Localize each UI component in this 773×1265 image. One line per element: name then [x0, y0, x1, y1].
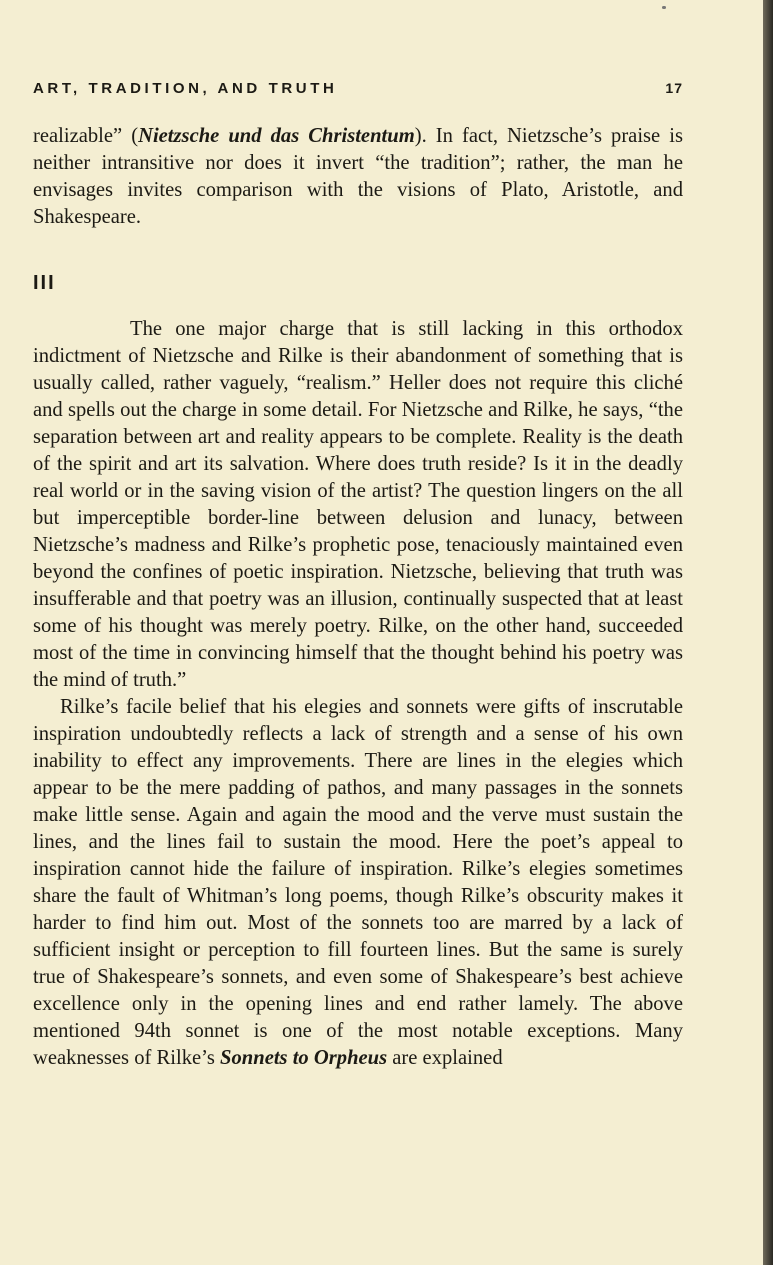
paragraph-text: are explained	[387, 1047, 503, 1069]
paragraph-text: ). In fact, Nietzsche’s praise is neither intransitive nor does it invert “the tradition”; rather, the man he envisages invites comparison with the visions of Plato, Aristotle, and Shakespeare.	[33, 125, 683, 228]
paragraph-rilke	[33, 694, 683, 1072]
paper-speck	[662, 6, 666, 9]
running-head	[33, 80, 683, 102]
section-number: III	[33, 272, 56, 294]
opening-paragraph	[33, 123, 683, 231]
paragraph-continued	[33, 123, 683, 231]
paragraph-text: realizable” (	[33, 125, 139, 147]
paragraph-main: The one major charge that is still lacking in this orthodox indictment of Nietzsche and Rilke is their abandonment of something that is usually called, rather vaguely, “realism.” Heller does not require this cliché and spells out the charge in some detail. For Nietzsche and Rilke, he says, “the separation between art and reality appears to be complete. Reality is the death of the spirit and art its salvation. Where does truth reside? Is it in the deadly real world or in the saving vision of the artist? The question lingers on the all but imperceptible border-line between delusion and lunacy, between Nietzsche’s madness and Rilke’s prophetic pose, tenaciously maintained even beyond the confines of poetic inspiration. Nietzsche, believing that truth was insufferable and that poetry was an illusion, continually suspected that at least some of his thought was merely poetry. Rilke, on the other hand, succeeded most of the time in convincing himself that the thought behind his poetry was the mind of truth.”	[33, 318, 683, 691]
running-title: ART, TRADITION, AND TRUTH	[33, 80, 338, 97]
section-body	[33, 316, 683, 1072]
book-title-italic: Nietzsche und das Christentum	[138, 125, 415, 147]
book-title-italic: Sonnets to Orpheus	[220, 1047, 388, 1069]
book-spine-edge	[763, 0, 773, 1265]
paragraph-text: Rilke’s facile belief that his elegies and sonnets were gifts of inscrutable inspiration undoubtedly reflects a lack of strength and a sense of his own inability to effect any improvements. There are lines in the elegies which appear to be the mere padding of pathos, and many passages in the sonnets make little sense. Again and again the mood and the verve must sustain the lines, and the lines fail to sustain the mood. Here the poet’s appeal to inspiration cannot hide the failure of inspiration. Rilke’s elegies sometimes share the fault of Whitman’s long poems, though Rilke’s obscurity makes it harder to find him out. Most of the sonnets too are marred by a lack of sufficient insight or perception to fill fourteen lines. But the same is surely true of Shakespeare’s sonnets, and even some of Shakespeare’s best achieve excellence only in the opening lines and end rather lamely. The above mentioned 94th sonnet is one of the most notable exceptions. Many weaknesses of Rilke’s	[33, 696, 683, 1069]
page-number: 17	[665, 80, 683, 96]
